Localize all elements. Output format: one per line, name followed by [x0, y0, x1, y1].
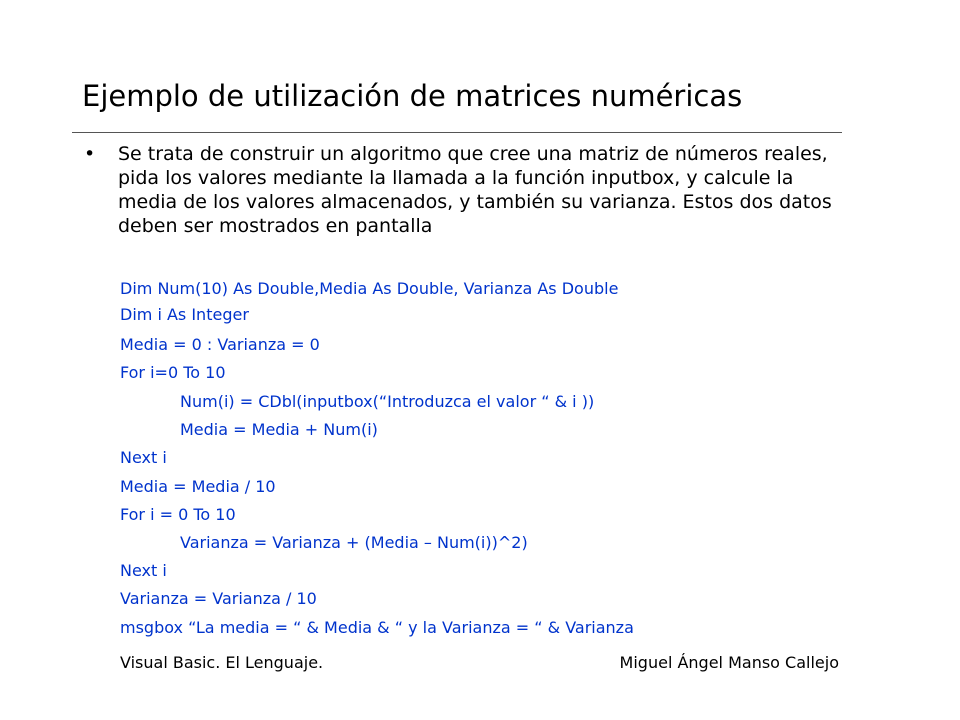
code-line: Varianza = Varianza + (Media – Num(i))^2) [180, 533, 528, 552]
footer-course-title: Visual Basic. El Lenguaje. [120, 653, 324, 672]
code-line: Next i [120, 561, 167, 580]
bullet-dot: • [84, 143, 96, 165]
code-line: Num(i) = CDbl(inputbox(“Introduzca el valor “ & i )) [180, 392, 595, 411]
bullet-list [84, 142, 844, 238]
code-line: Dim i As Integer [120, 305, 249, 324]
bullet-text: Se trata de construir un algoritmo que cree una matriz de números reales, pida los valores mediante la llamada a la función inputbox, y calcule la media de los valores almacenados, y también su varianza. Estos dos datos deben ser mostrados en pantalla [118, 143, 832, 237]
code-line: Media = Media / 10 [120, 477, 276, 496]
code-line: For i=0 To 10 [120, 363, 226, 382]
code-line: Varianza = Varianza / 10 [120, 589, 317, 608]
code-line: msgbox “La media = “ & Media & “ y la Varianza = “ & Varianza [120, 618, 634, 637]
code-line: For i = 0 To 10 [120, 505, 236, 524]
code-line: Next i [120, 448, 167, 467]
footer-author: Miguel Ángel Manso Callejo [619, 653, 839, 672]
bullet-item [84, 142, 844, 238]
slide-title: Ejemplo de utilización de matrices numéricas [82, 79, 743, 113]
code-line: Media = 0 : Varianza = 0 [120, 335, 320, 354]
code-line: Media = Media + Num(i) [180, 420, 378, 439]
title-divider [72, 132, 842, 133]
code-line: Dim Num(10) As Double,Media As Double, Varianza As Double [120, 279, 619, 298]
